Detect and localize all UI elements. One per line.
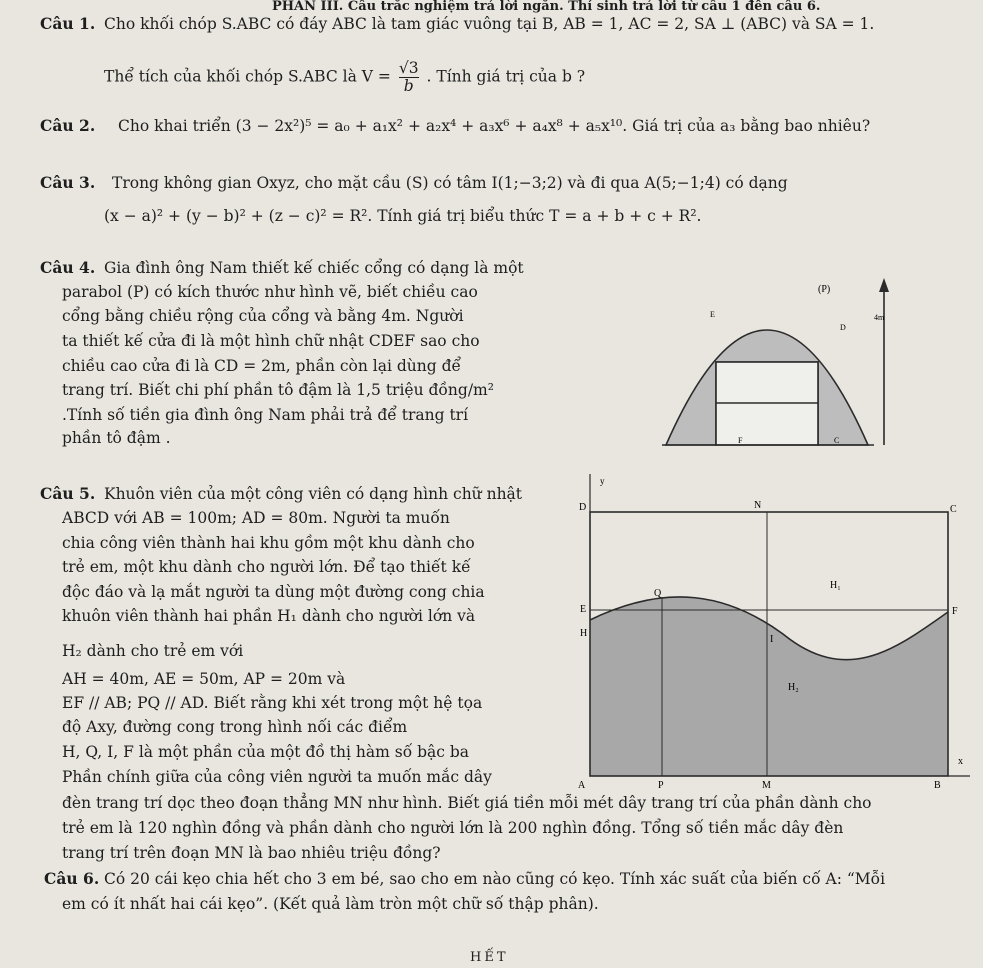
question-5-line-15: trang trí trên đoạn MN là bao nhiêu triệu đồng?: [62, 844, 441, 862]
question-4-line-8: phần tô đậm .: [62, 429, 171, 447]
point-f-label: F: [952, 606, 958, 617]
question-3-label: Câu 3.: [40, 173, 96, 192]
point-f-label: F: [738, 436, 743, 445]
question-4-line-4: ta thiết kế cửa đi là một hình chữ nhật CDEF sao cho: [62, 332, 480, 350]
question-1-line-2: [104, 60, 585, 95]
point-a-label: A: [578, 780, 586, 791]
fraction-numerator: √3: [398, 59, 419, 77]
point-p-label: P: [658, 780, 664, 791]
point-d-label: D: [579, 502, 587, 513]
question-5-line-4: trẻ em, một khu dành cho người lớn. Để tạo thiết kế: [62, 558, 471, 576]
park-figure: [578, 472, 978, 794]
section-header: PHẦN III. Câu trắc nghiệm trả lời ngắn. Thí sinh trả lời từ câu 1 đến câu 6.: [272, 0, 821, 14]
question-5-line-9: EF // AB; PQ // AD. Biết rằng khi xét trong một hệ tọa: [62, 694, 483, 712]
parabola-label: (P): [818, 284, 831, 295]
region-h2-label: H₂: [788, 682, 799, 693]
question-4-line-2: parabol (P) có kích thước như hình vẽ, biết chiều cao: [62, 283, 478, 301]
question-4-line-1: Gia đình ông Nam thiết kế chiếc cổng có dạng là một: [104, 259, 524, 277]
point-e-label: E: [710, 310, 715, 319]
question-4-line-6: trang trí. Biết chi phí phần tô đậm là 1,5 triệu đồng/m²: [62, 381, 494, 399]
point-i-label: I: [770, 634, 774, 645]
point-c-label: C: [950, 504, 957, 515]
question-6-line-2: em có ít nhất hai cái kẹo”. (Kết quả làm tròn một chữ số thập phân).: [62, 895, 599, 913]
volume-prefix: Thể tích của khối chóp S.ABC là V =: [104, 67, 391, 86]
question-5-line-6: khuôn viên thành hai phần H₁ dành cho người lớn và: [62, 607, 476, 625]
point-q-label: Q: [654, 588, 662, 599]
question-5-line-5: độc đáo và lạ mắt người ta dùng một đường cong chia: [62, 583, 485, 601]
question-2-label: Câu 2.: [40, 116, 96, 135]
question-3-line-2: (x − a)² + (y − b)² + (z − c)² = R². Tính giá trị biểu thức T = a + b + c + R².: [104, 207, 702, 225]
question-6-label: Câu 6.: [44, 869, 100, 888]
point-n-label: N: [754, 500, 762, 511]
point-m-label: M: [762, 780, 771, 791]
question-5-line-7: H₂ dành cho trẻ em với: [62, 642, 244, 660]
question-5-line-2: ABCD với AB = 100m; AD = 80m. Người ta muốn: [62, 509, 450, 527]
point-c-label: C: [834, 436, 840, 445]
question-4-line-7: .Tính số tiền gia đình ông Nam phải trả để trang trí: [62, 406, 469, 424]
question-1-label: Câu 1.: [40, 14, 96, 33]
height-arrow-head: [879, 278, 889, 292]
question-6-line-1: Có 20 cái kẹo chia hết cho 3 em bé, sao cho em nào cũng có kẹo. Tính xác suất của biến cố A: “Mỗi: [104, 870, 886, 888]
footer-end-marker: HẾT: [470, 950, 509, 965]
fraction-denominator: b: [403, 77, 414, 95]
axis-x-label: x: [958, 756, 963, 767]
question-5-line-1: Khuôn viên của một công viên có dạng hình chữ nhật: [104, 485, 523, 503]
point-h-label: H: [580, 628, 588, 639]
point-b-label: B: [934, 780, 941, 791]
question-1-line-1: Cho khối chóp S.ABC có đáy ABC là tam giác vuông tại B, AB = 1, AC = 2, SA ⊥ (ABC) và SA = 1.: [104, 15, 875, 33]
point-d-label: D: [840, 323, 846, 332]
question-2-text: Cho khai triển (3 − 2x²)⁵ = a₀ + a₁x² + a₂x⁴ + a₃x⁶ + a₄x⁸ + a₅x¹⁰. Giá trị của a₃ bằng bao nhiêu?: [118, 117, 871, 135]
question-5-line-14: trẻ em là 120 nghìn đồng và phần dành cho người lớn là 200 nghìn đồng. Tổng số tiền mắc dây đèn: [62, 819, 844, 837]
question-3-line-1: Trong không gian Oxyz, cho mặt cầu (S) có tâm I(1;−3;2) và đi qua A(5;−1;4) có dạng: [112, 174, 788, 192]
question-5-label: Câu 5.: [40, 484, 96, 503]
axis-y-label: y: [600, 476, 605, 486]
volume-suffix: . Tính giá trị của b ?: [426, 67, 586, 86]
question-4-label: Câu 4.: [40, 258, 96, 277]
height-label: 4m: [874, 313, 885, 322]
point-e-label: E: [580, 604, 587, 615]
question-4-line-3: cổng bằng chiều rộng của cổng và bằng 4m. Người: [62, 307, 464, 325]
question-5-line-3: chia công viên thành hai khu gồm một khu dành cho: [62, 534, 475, 552]
question-5-line-11: H, Q, I, F là một phần của một đồ thị hàm số bậc ba: [62, 743, 470, 761]
question-5-line-8: AH = 40m, AE = 50m, AP = 20m và: [62, 670, 346, 688]
region-h1-label: H₁: [830, 580, 841, 591]
question-5-line-10: độ Axy, đường cong trong hình nối các điểm: [62, 718, 408, 736]
question-5-line-13: đèn trang trí dọc theo đoạn thẳng MN như hình. Biết giá tiền mỗi mét dây trang trí của phần dành cho: [62, 794, 872, 812]
question-5-line-12: Phần chính giữa của công viên người ta muốn mắc dây: [62, 768, 492, 786]
gate-parabola-figure: [652, 270, 912, 460]
question-4-line-5: chiều cao cửa đi là CD = 2m, phần còn lại dùng để: [62, 357, 462, 375]
